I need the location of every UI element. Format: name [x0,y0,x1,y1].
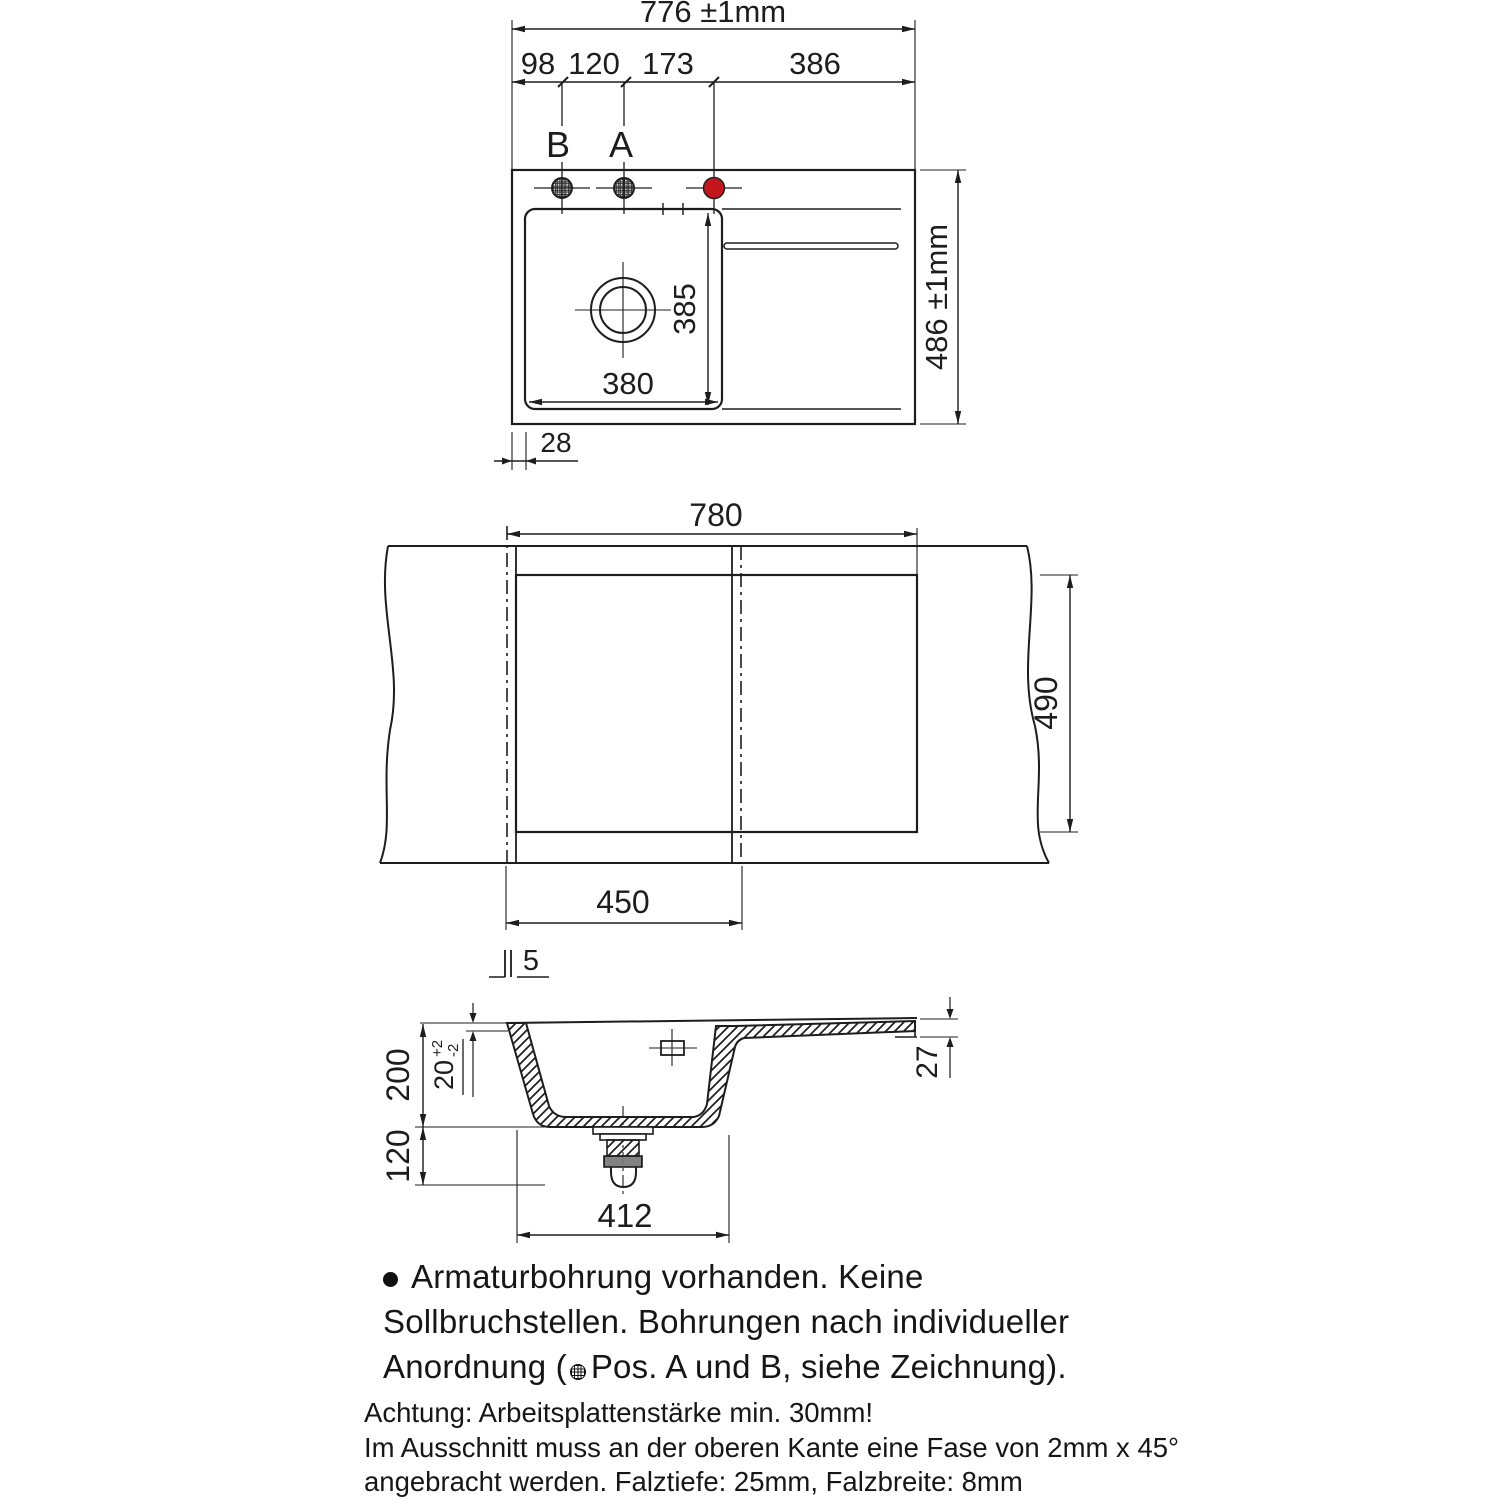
notes-block [383,1254,1143,1389]
note-line-2-text: Sollbruchstellen. Bohrungen nach individueller [383,1303,1070,1340]
drain-threaded-ring [604,1156,642,1167]
arrow-left [502,458,512,465]
dim-20-tol-plus: +2 [429,1039,446,1057]
extension-lines-edge-height [920,1019,958,1037]
drain-centerlines [575,262,671,358]
extension-lines-rim-offset [512,432,526,470]
dim-seg-173-label: 173 [642,46,694,81]
arrow-down [947,1009,954,1019]
hatched-hole-icon [570,1364,586,1380]
dim-seg-120-label: 120 [568,46,620,81]
note-line-1 [383,1254,1143,1299]
arrow-up [470,1031,477,1041]
reveal-ticks [505,950,511,977]
caution-line-2: Im Ausschnitt muss an der oberen Kante eine Fase von 2mm x 45° [364,1431,1180,1463]
cutout-view [380,497,1078,977]
caution-line-3: angebracht werden. Falztiefe: 25mm, Falzbreite: 8mm [364,1466,1023,1497]
note-line-1-text: Armaturbohrung vorhanden. Keine [411,1258,924,1295]
dim-seg-386-label: 386 [789,46,841,81]
dim-rim-offset-label: 28 [540,427,572,458]
drainboard-groove [724,243,898,249]
dim-20-tol-minus: -2 [445,1043,462,1057]
drain-body [607,1140,639,1156]
note-line-3-pre: Anordnung ( [383,1348,567,1385]
sink-section-profile [507,1021,915,1127]
dim-20-label: 20 [429,1059,459,1091]
arrow-right [526,458,536,465]
caution-line-1: Achtung: Arbeitsplattenstärke min. 30mm! [364,1397,873,1428]
dim-total-width-label: 776 ±1mm [639,0,787,29]
top-view [494,0,966,470]
dim-total-depth-label: 486 ±1mm [919,223,954,371]
dim-bowl-depth-label: 385 [667,283,702,335]
bullet-icon [383,1272,398,1287]
dim-412-label: 412 [597,1197,653,1234]
dim-cabinet-width-label: 450 [596,884,650,920]
dim-200-label: 200 [380,1048,416,1102]
section-view [380,997,958,1243]
dim-cutout-depth-label: 490 [1028,676,1064,730]
arrow-up [947,1037,954,1047]
arrow-down [470,1013,477,1023]
cutout-outline [516,575,917,832]
hole-b-label: B [545,124,571,165]
note-line-2 [383,1299,1143,1344]
dim-cutout-width-label: 780 [689,497,743,533]
dim-27-label: 27 [911,1045,944,1079]
dim-120-label: 120 [380,1129,416,1183]
countertop-left-break [380,546,394,863]
dim-seg-98-label: 98 [520,46,556,81]
hole-a-label: A [608,124,634,165]
note-line-3-post: Pos. A und B, siehe Zeichnung). [590,1348,1067,1385]
drain-flange-lower [600,1134,646,1140]
tap-hole-a [614,178,634,198]
dim-bowl-width-label: 380 [602,366,654,401]
faucet-hole-crosshair [649,1029,697,1066]
dim-reveal-label: 5 [522,945,540,977]
tap-hole-existing-red [704,178,725,199]
hole-extension-lines [562,82,714,214]
drain-flange-upper [593,1127,653,1134]
note-line-3 [383,1344,1143,1389]
tap-hole-b [552,178,572,198]
caution-block [364,1396,1204,1500]
